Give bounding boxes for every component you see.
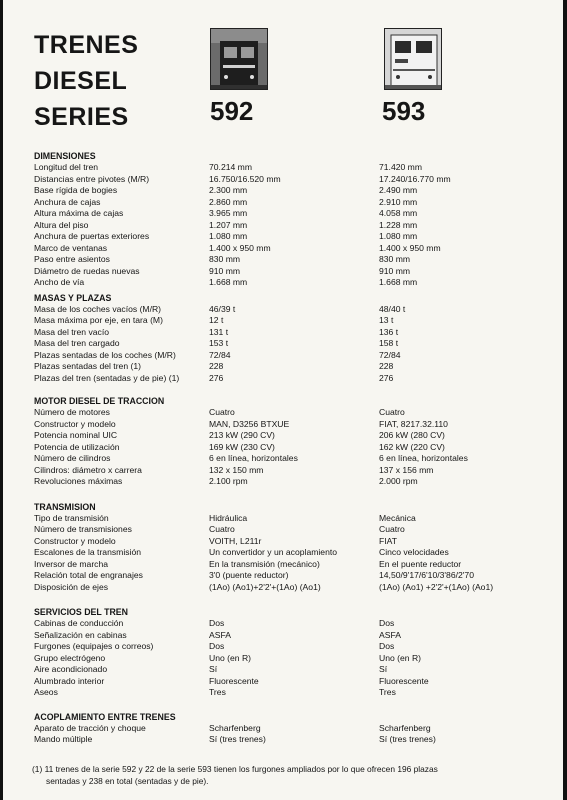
spec-label: Constructor y modelo xyxy=(34,535,116,546)
spec-value-593: Sí xyxy=(379,664,388,674)
spec-label: Disposición de ejes xyxy=(34,581,109,592)
spec-row xyxy=(34,220,554,232)
spec-value-592: Fluorescente xyxy=(209,675,259,686)
spec-row xyxy=(34,327,554,339)
footnote-line-1: (1) 11 trenes de la serie 592 y 22 de la serie 593 tienen los furgones ampliados por lo que ofrecen 196 plazas xyxy=(32,764,438,774)
section-transmision xyxy=(34,501,554,594)
spec-value-593: Uno (en R) xyxy=(379,652,422,663)
spec-row xyxy=(34,582,554,594)
spec-label: Tipo de transmisión xyxy=(34,512,109,523)
spec-row xyxy=(34,430,554,442)
document-title xyxy=(34,27,138,135)
spec-value-593: 2.000 rpm xyxy=(379,476,418,486)
spec-sheet xyxy=(34,150,554,754)
spec-label: Potencia de utilización xyxy=(34,441,120,452)
spec-label: Alumbrado interior xyxy=(34,675,105,686)
spec-row xyxy=(34,197,554,209)
spec-value-592: Cuatro xyxy=(209,524,235,534)
spec-value-592: 16.750/16.520 mm xyxy=(209,173,281,184)
spec-value-592: Un convertidor y un acoplamiento xyxy=(209,547,338,557)
spec-value-592: 3'0 (puente reductor) xyxy=(209,570,289,580)
spec-label: Número de motores xyxy=(34,407,110,417)
spec-value-593: FIAT xyxy=(379,535,397,546)
spec-value-593: Cinco velocidades xyxy=(379,547,449,557)
spec-label: Constructor y modelo xyxy=(34,418,116,429)
spec-row xyxy=(34,687,554,699)
train-593-photo xyxy=(384,28,442,90)
spec-label: Relación total de engranajes xyxy=(34,570,143,580)
spec-value-593: 2.490 mm xyxy=(379,185,418,195)
spec-value-593: 4.058 mm xyxy=(379,208,418,218)
spec-value-592: Sí (tres trenes) xyxy=(209,734,266,744)
spec-value-593: 6 en línea, horizontales xyxy=(379,453,468,463)
spec-value-592: En la transmisión (mecánico) xyxy=(209,558,320,569)
footnote-line-2: sentadas y 238 en total (sentadas y de pie). xyxy=(46,775,209,786)
spec-label: Aire acondicionado xyxy=(34,664,108,674)
spec-row xyxy=(34,254,554,266)
spec-label: Altura del piso xyxy=(34,219,89,230)
spec-row xyxy=(34,174,554,186)
spec-label: Furgones (equipajes o correos) xyxy=(34,641,154,651)
spec-label: Señalización en cabinas xyxy=(34,629,127,640)
spec-row xyxy=(34,524,554,536)
spec-row xyxy=(34,559,554,571)
spec-label: Inversor de marcha xyxy=(34,558,109,569)
spec-row xyxy=(34,266,554,278)
spec-row xyxy=(34,513,554,525)
spec-value-592: 1.400 x 950 mm xyxy=(209,242,271,253)
spec-value-592: Sí xyxy=(209,664,218,674)
spec-value-592: Cuatro xyxy=(209,407,235,417)
spec-value-593: 1.080 mm xyxy=(379,231,418,241)
series-593-heading: 593 xyxy=(382,96,426,126)
scan-edge-left xyxy=(0,0,3,800)
spec-value-592: 3.965 mm xyxy=(209,208,248,218)
spec-row xyxy=(34,361,554,373)
section-title: MOTOR DIESEL DE TRACCION xyxy=(34,396,165,406)
spec-label: Plazas sentadas de los coches (M/R) xyxy=(34,349,176,360)
spec-value-592: 1.668 mm xyxy=(209,277,248,287)
spec-value-593: 1.228 mm xyxy=(379,219,418,230)
spec-value-592: Tres xyxy=(209,687,226,697)
spec-value-592: MAN, D3256 BTXUE xyxy=(209,418,290,429)
spec-label: Masa máxima por eje, en tara (M) xyxy=(34,315,163,325)
spec-value-592: 830 mm xyxy=(209,254,241,264)
spec-value-592: 72/84 xyxy=(209,349,231,360)
spec-value-593: Cuatro xyxy=(379,524,405,534)
spec-label: Marco de ventanas xyxy=(34,242,108,253)
spec-row xyxy=(34,231,554,243)
spec-label: Plazas sentadas del tren (1) xyxy=(34,361,142,371)
spec-label: Plazas del tren (sentadas y de pie) (1) xyxy=(34,372,180,383)
spec-row xyxy=(34,476,554,488)
section-motor-diesel xyxy=(34,395,554,488)
spec-label: Masa de los coches vacíos (M/R) xyxy=(34,303,162,314)
spec-value-593: Cuatro xyxy=(379,407,405,417)
spec-value-592: VOITH, L211r xyxy=(209,535,262,546)
spec-value-593: 71.420 mm xyxy=(379,162,422,172)
spec-row xyxy=(34,676,554,688)
spec-value-592: 2.300 mm xyxy=(209,185,248,195)
spec-label: Paso entre asientos xyxy=(34,254,110,264)
spec-label: Revoluciones máximas xyxy=(34,476,123,486)
spec-value-592: 2.860 mm xyxy=(209,196,248,207)
spec-row xyxy=(34,653,554,665)
section-title: TRANSMISION xyxy=(34,501,96,512)
spec-label: Distancias entre pivotes (M/R) xyxy=(34,173,150,184)
spec-value-593: 830 mm xyxy=(379,254,411,264)
spec-row xyxy=(34,734,554,746)
spec-row xyxy=(34,315,554,327)
spec-value-592: 131 t xyxy=(209,326,229,337)
spec-label: Masa del tren vacío xyxy=(34,326,109,337)
spec-label: Mando múltiple xyxy=(34,734,93,744)
spec-value-593: 158 t xyxy=(379,338,399,348)
spec-value-593: 14,50/9'17/6'10/3'86/2'70 xyxy=(379,570,474,580)
spec-value-593: Dos xyxy=(379,618,395,628)
spec-row xyxy=(34,547,554,559)
spec-value-593: 17.240/16.770 mm xyxy=(379,173,451,184)
spec-row xyxy=(34,162,554,174)
spec-value-593: (1Ao) (Ao1) +2'2'+(1Ao) (Ao1) xyxy=(379,581,494,592)
spec-value-592: Scharfenberg xyxy=(209,722,261,733)
spec-row xyxy=(34,630,554,642)
spec-value-592: 169 kW (230 CV) xyxy=(209,441,275,452)
spec-label: Aparato de tracción y choque xyxy=(34,722,146,733)
spec-value-593: 13 t xyxy=(379,315,394,325)
spec-label: Anchura de cajas xyxy=(34,196,101,207)
spec-row xyxy=(34,277,554,289)
spec-value-592: Dos xyxy=(209,618,225,628)
spec-value-593: 1.668 mm xyxy=(379,277,418,287)
spec-row xyxy=(34,350,554,362)
spec-label: Longitud del tren xyxy=(34,162,99,172)
section-masas-y-plazas xyxy=(34,292,554,385)
spec-value-593: En el puente reductor xyxy=(379,558,462,569)
spec-value-593: Sí (tres trenes) xyxy=(379,734,436,744)
spec-row xyxy=(34,664,554,676)
spec-value-592: 2.100 rpm xyxy=(209,476,248,486)
spec-value-592: Dos xyxy=(209,641,225,651)
spec-value-592: 228 xyxy=(209,361,224,371)
spec-row xyxy=(34,536,554,548)
spec-value-593: Scharfenberg xyxy=(379,722,431,733)
spec-row xyxy=(34,373,554,385)
spec-value-592: 1.207 mm xyxy=(209,219,248,230)
spec-label: Cilindros: diámetro x carrera xyxy=(34,464,142,475)
spec-value-593: 2.910 mm xyxy=(379,196,418,207)
spec-label: Grupo electrógeno xyxy=(34,652,106,663)
spec-label: Potencia nominal UIC xyxy=(34,430,118,440)
spec-value-593: FIAT, 8217.32.110 xyxy=(379,418,448,429)
spec-value-593: ASFA xyxy=(379,629,401,640)
spec-value-592: Uno (en R) xyxy=(209,652,252,663)
spec-value-592: 1.080 mm xyxy=(209,231,248,241)
title-line-3: SERIES xyxy=(34,103,129,131)
spec-value-592: Hidráulica xyxy=(209,512,248,523)
spec-label: Aseos xyxy=(34,687,58,697)
spec-value-592: 213 kW (290 CV) xyxy=(209,430,275,440)
spec-label: Altura máxima de cajas xyxy=(34,208,124,218)
spec-value-593: Tres xyxy=(379,687,396,697)
spec-label: Ancho de vía xyxy=(34,277,85,287)
scan-edge-right xyxy=(563,0,567,800)
series-592-heading: 592 xyxy=(210,96,254,126)
section-dimensiones xyxy=(34,150,554,289)
spec-value-593: 228 xyxy=(379,361,394,371)
spec-value-592: 46/39 t xyxy=(209,303,236,314)
spec-value-592: 153 t xyxy=(209,338,229,348)
footnote xyxy=(32,764,512,787)
spec-value-592: 6 en línea, horizontales xyxy=(209,453,298,463)
section-title: DIMENSIONES xyxy=(34,151,96,161)
spec-row xyxy=(34,465,554,477)
spec-row xyxy=(34,723,554,735)
spec-value-593: 910 mm xyxy=(379,265,411,276)
spec-value-592: 276 xyxy=(209,372,224,383)
spec-value-593: 1.400 x 950 mm xyxy=(379,242,441,253)
spec-value-592: ASFA xyxy=(209,629,231,640)
spec-value-592: 70.214 mm xyxy=(209,162,252,172)
title-line-1: TRENES xyxy=(34,31,139,59)
spec-row xyxy=(34,338,554,350)
spec-row xyxy=(34,453,554,465)
title-line-2: DIESEL xyxy=(34,67,128,95)
spec-row xyxy=(34,570,554,582)
spec-value-592: 910 mm xyxy=(209,265,241,276)
spec-label: Cabinas de conducción xyxy=(34,618,124,628)
spec-row xyxy=(34,442,554,454)
spec-value-593: 206 kW (280 CV) xyxy=(379,430,445,440)
spec-label: Número de transmisiones xyxy=(34,524,132,534)
spec-value-593: 72/84 xyxy=(379,349,401,360)
spec-row xyxy=(34,304,554,316)
spec-label: Número de cilindros xyxy=(34,453,111,463)
spec-row xyxy=(34,407,554,419)
section-acoplamiento xyxy=(34,711,554,746)
spec-row xyxy=(34,641,554,653)
spec-label: Anchura de puertas exteriores xyxy=(34,231,150,241)
section-title: MASAS Y PLAZAS xyxy=(34,292,112,303)
spec-value-593: 136 t xyxy=(379,326,399,337)
spec-value-593: 276 xyxy=(379,372,394,383)
spec-label: Base rígida de bogies xyxy=(34,185,118,195)
section-title: SERVICIOS DEL TREN xyxy=(34,607,129,617)
spec-row xyxy=(34,208,554,220)
spec-value-593: Fluorescente xyxy=(379,675,429,686)
train-592-photo xyxy=(210,28,268,90)
spec-row xyxy=(34,185,554,197)
spec-value-593: 162 kW (220 CV) xyxy=(379,441,445,452)
spec-value-593: Dos xyxy=(379,641,395,651)
section-servicios xyxy=(34,606,554,699)
spec-label: Diámetro de ruedas nuevas xyxy=(34,265,140,276)
spec-value-593: Mecánica xyxy=(379,512,416,523)
spec-label: Masa del tren cargado xyxy=(34,338,120,348)
section-title: ACOPLAMIENTO ENTRE TRENES xyxy=(34,711,176,722)
spec-value-592: (1Ao) (Ao1)+2'2'+(1Ao) (Ao1) xyxy=(209,581,321,592)
spec-value-592: 12 t xyxy=(209,315,224,325)
spec-label: Escalones de la transmisión xyxy=(34,547,141,557)
spec-value-593: 137 x 156 mm xyxy=(379,464,434,475)
spec-row xyxy=(34,618,554,630)
spec-value-592: 132 x 150 mm xyxy=(209,464,264,475)
spec-row xyxy=(34,419,554,431)
spec-value-593: 48/40 t xyxy=(379,303,406,314)
spec-row xyxy=(34,243,554,255)
